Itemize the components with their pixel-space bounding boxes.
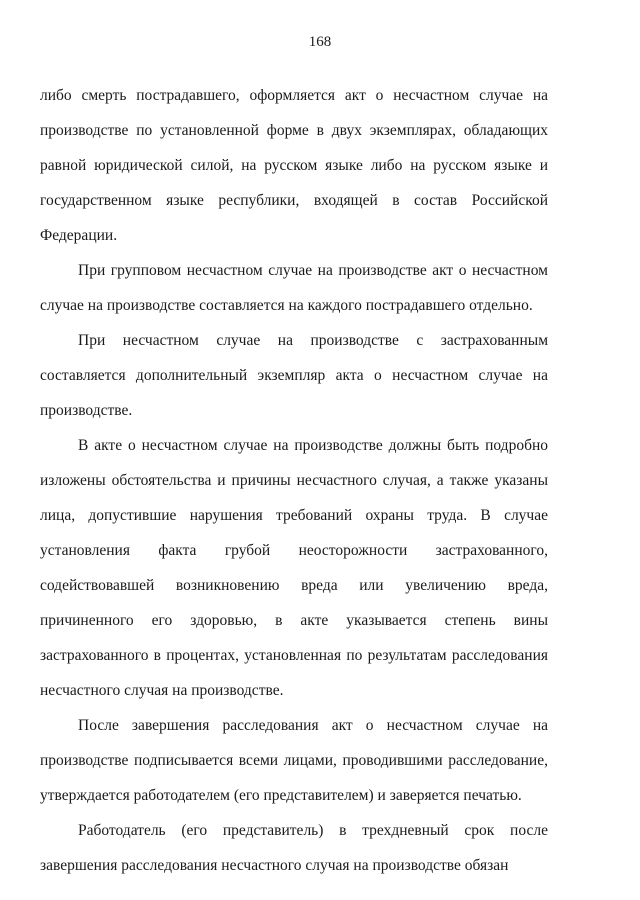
paragraph-group-accident: При групповом несчастном случае на производстве акт о несчастном случае на производстве составляется на каждого пострадавшего отдельно.	[40, 262, 548, 314]
page-number: 168	[308, 34, 332, 50]
paragraph-act-signing: После завершения расследования акт о несчастном случае на производстве подписывается всеми лицами, проводившими расследование, утверждается работодателем (его представителем) и заверяется печатью.	[40, 717, 548, 804]
paragraph-employer-duty: Работодатель (его представитель) в трехдневный срок после завершения расследования несчастного случая на производстве обязан	[40, 822, 548, 874]
paragraph-insured-copy: При несчастном случае на производстве с застрахованным составляется дополнительный экземпляр акта о несчастном случае на производстве.	[40, 332, 548, 419]
document-body	[40, 78, 548, 883]
paragraph-act-contents: В акте о несчастном случае на производстве должны быть подробно изложены обстоятельства и причины несчастного случая, а также указаны лица, допустившие нарушения требований охраны труда. В случае установления факта грубой неосторожности застрахованного, содействовавшей возникновению вреда или увеличению вреда, причиненного его здоровью, в акте указывается степень вины застрахованного в процентах, установленная по результатам расследования несчастного случая на производстве.	[40, 437, 548, 699]
paragraph-continued: либо смерть пострадавшего, оформляется акт о несчастном случае на производстве по установленной форме в двух экземплярах, обладающих равной юридической силой, на русском языке либо на русском языке и государственном языке республики, входящей в состав Российской Федерации.	[40, 87, 548, 244]
